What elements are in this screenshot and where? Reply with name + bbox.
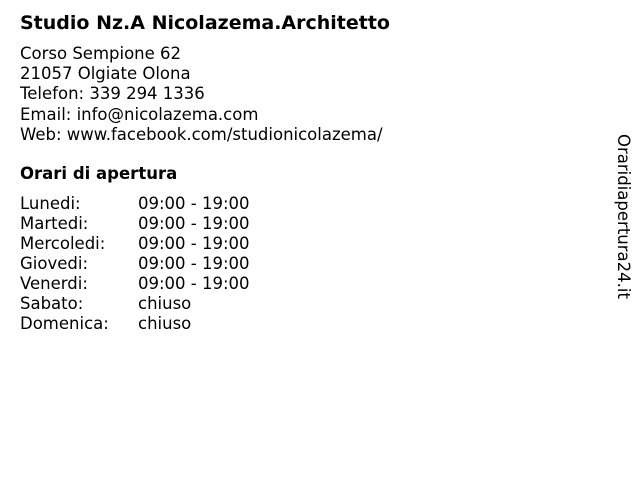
- day-label: Venerdi:: [20, 274, 88, 293]
- business-name: Studio Nz.A Nicolazema.Architetto: [20, 12, 390, 34]
- day-label: Martedi:: [20, 214, 89, 233]
- phone-number: Telefon: 339 294 1336: [20, 84, 205, 104]
- time-value: 09:00 - 19:00: [138, 194, 250, 213]
- hours-row-saturday: [20, 294, 320, 314]
- time-value: 09:00 - 19:00: [138, 214, 250, 233]
- website-url: Web: www.facebook.com/studionicolazema/: [20, 124, 383, 144]
- hours-row-wednesday: [20, 234, 320, 254]
- hours-heading: Orari di apertura: [20, 164, 178, 183]
- opening-hours-table: [20, 194, 320, 334]
- street-address: Corso Sempione 62: [20, 44, 182, 63]
- hours-row-monday: [20, 194, 320, 214]
- day-label: Sabato:: [20, 294, 84, 313]
- hours-row-sunday: [20, 314, 320, 334]
- watermark-container: [612, 134, 634, 312]
- hours-row-tuesday: [20, 214, 320, 234]
- time-value: chiuso: [138, 294, 192, 313]
- time-value: 09:00 - 19:00: [138, 234, 250, 253]
- email-address: Email: info@nicolazema.com: [20, 104, 259, 124]
- day-label: Giovedi:: [20, 254, 88, 273]
- site-watermark: Oraridiapertura24.it: [614, 134, 633, 299]
- time-value: 09:00 - 19:00: [138, 254, 250, 273]
- time-value: 09:00 - 19:00: [138, 274, 250, 293]
- day-label: Mercoledi:: [20, 234, 106, 253]
- contact-block: [20, 44, 383, 145]
- day-label: Lunedi:: [20, 194, 81, 213]
- hours-row-friday: [20, 274, 320, 294]
- day-label: Domenica:: [20, 314, 109, 333]
- hours-row-thursday: [20, 254, 320, 274]
- city-postal: 21057 Olgiate Olona: [20, 64, 191, 84]
- time-value: chiuso: [138, 314, 192, 333]
